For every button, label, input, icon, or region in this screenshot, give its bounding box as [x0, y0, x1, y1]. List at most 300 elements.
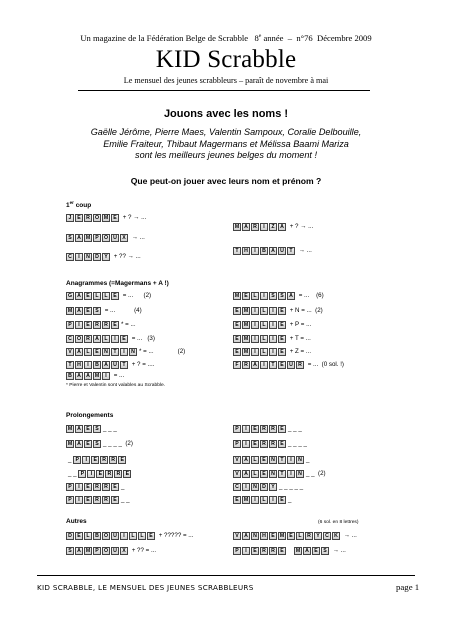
word-row	[233, 291, 324, 300]
letter-tile: E	[278, 321, 286, 329]
letter-tiles	[294, 547, 329, 555]
letter-tile: C	[66, 335, 74, 343]
letter-tiles	[233, 547, 286, 555]
letter-tile: P	[66, 321, 74, 329]
letter-tiles	[233, 425, 286, 433]
letter-tile: R	[242, 361, 250, 369]
row-suffix: + ?? → ...	[112, 253, 141, 260]
word-row	[233, 455, 309, 464]
footer-rule	[37, 575, 415, 576]
letter-tile: E	[120, 335, 128, 343]
word-row	[233, 306, 323, 315]
row-suffix: _ _ _	[288, 425, 302, 432]
letter-tile: E	[84, 483, 92, 491]
magazine-subtitle: Le mensuel des jeunes scrabbleurs – paraît de novembre à mai	[123, 76, 329, 85]
article-question: Que peut-on jouer avec leurs nom et prénom ?	[130, 176, 322, 186]
letter-tile: R	[93, 483, 101, 491]
letter-tile: R	[260, 440, 268, 448]
letter-tile: E	[278, 496, 286, 504]
letter-tile: R	[269, 440, 277, 448]
letter-tiles	[233, 361, 304, 369]
letter-tile: E	[84, 307, 92, 315]
letter-tile: U	[111, 532, 119, 540]
letter-tiles	[66, 321, 119, 329]
letter-tile: P	[93, 234, 101, 242]
row-suffix: → ...	[297, 247, 312, 254]
letter-tile: I	[251, 496, 259, 504]
letter-tile: E	[278, 547, 286, 555]
row-suffix: → ...	[130, 234, 145, 241]
intro-line-2: Emilie Fraiteur, Thibaut Magermans et Mélissa Baami Mariza	[103, 138, 349, 149]
letter-tile: K	[332, 532, 340, 540]
row-suffix: = ...	[112, 372, 125, 379]
row-suffix: + P = ...	[288, 321, 312, 328]
letter-tile: X	[120, 547, 128, 555]
letter-tile: R	[296, 361, 304, 369]
letter-tile: E	[260, 456, 268, 464]
letter-tile: U	[111, 547, 119, 555]
letter-tile: M	[67, 307, 73, 314]
letter-tiles	[66, 496, 119, 504]
letter-tiles	[66, 440, 101, 448]
letter-tile: C	[323, 532, 331, 540]
letter-tiles	[66, 253, 110, 261]
letter-tile: L	[138, 532, 146, 540]
letter-tile: T	[120, 361, 128, 369]
letter-tile: M	[85, 547, 91, 554]
row-suffix: = ... (4)	[103, 307, 142, 314]
letter-tile: M	[295, 547, 301, 554]
letter-tile: I	[120, 348, 128, 356]
letter-tile: E	[75, 532, 83, 540]
letter-tile: I	[84, 361, 92, 369]
letter-tile: E	[84, 440, 92, 448]
letter-tile: R	[114, 470, 122, 478]
letter-tile: H	[242, 247, 250, 255]
row-suffix: → ...	[342, 532, 357, 539]
letter-tile: R	[269, 547, 277, 555]
letter-tile: E	[278, 440, 286, 448]
letter-tile: E	[111, 214, 119, 222]
letter-tile: E	[96, 470, 104, 478]
row-suffix: _ _ _	[103, 425, 117, 432]
letter-tile: Y	[269, 483, 277, 491]
letter-tile: L	[260, 496, 268, 504]
word-row	[66, 334, 155, 343]
letter-tile: R	[109, 456, 117, 464]
row-suffix: _ _	[121, 496, 130, 503]
letter-tiles	[66, 372, 110, 380]
letter-tile: E	[93, 348, 101, 356]
letter-tile: E	[233, 348, 241, 356]
letter-tile: A	[75, 425, 83, 433]
letter-tiles	[233, 532, 340, 540]
word-row	[233, 546, 346, 555]
letter-tile: E	[118, 456, 126, 464]
letter-tile: Z	[269, 223, 277, 231]
letter-tile: L	[251, 292, 259, 300]
word-row	[233, 424, 302, 433]
letter-tile: E	[278, 425, 286, 433]
letter-tile: P	[93, 547, 101, 555]
letter-tile: E	[84, 292, 92, 300]
letter-tile: I	[260, 292, 268, 300]
letter-tile: L	[102, 335, 110, 343]
row-suffix: _ _ _ _	[288, 440, 307, 447]
letter-tile: L	[260, 321, 268, 329]
letter-tile: S	[93, 440, 101, 448]
letter-tiles	[233, 348, 286, 356]
section-title-premier-coup: 1er coup	[66, 200, 92, 210]
letter-tile: L	[260, 348, 268, 356]
word-row	[233, 482, 303, 491]
letter-tile: L	[84, 348, 92, 356]
letter-tiles	[233, 321, 286, 329]
letter-tile: I	[251, 307, 259, 315]
row-suffix: + T = ...	[288, 335, 311, 342]
letter-tile: E	[75, 214, 83, 222]
letter-tile: N	[251, 483, 259, 491]
letter-tile: I	[251, 321, 259, 329]
letter-tile: R	[100, 456, 108, 464]
letter-tile: V	[233, 470, 241, 478]
letter-tiles	[66, 234, 128, 242]
word-row	[66, 291, 151, 300]
letter-tile: A	[75, 348, 83, 356]
letter-tile: I	[87, 470, 95, 478]
letter-tile: M	[103, 214, 109, 221]
letter-tile: A	[75, 234, 83, 242]
letter-tile: L	[260, 335, 268, 343]
letter-tile: S	[278, 292, 286, 300]
letter-tile: S	[66, 547, 74, 555]
letter-tile: P	[233, 425, 241, 433]
letter-tile: M	[243, 307, 249, 314]
word-row	[66, 455, 126, 464]
letter-tile: L	[251, 456, 259, 464]
letter-tile: S	[269, 292, 277, 300]
letter-tile: X	[120, 234, 128, 242]
letter-tiles	[233, 496, 286, 504]
letter-tile: E	[84, 321, 92, 329]
letter-tile: R	[93, 321, 101, 329]
letter-tile: E	[91, 456, 99, 464]
letter-tile: E	[278, 361, 286, 369]
letter-tile: O	[103, 234, 109, 241]
letter-tile: I	[251, 348, 259, 356]
letter-tile: I	[75, 253, 83, 261]
letter-tile: E	[233, 335, 241, 343]
letter-tile: A	[242, 223, 250, 231]
letter-tile: I	[120, 532, 128, 540]
letter-tile: N	[269, 456, 277, 464]
letter-tile: M	[234, 292, 240, 299]
row-suffix: + ????? = ...	[157, 532, 194, 539]
letter-tile: I	[251, 247, 259, 255]
letter-tile: I	[287, 470, 295, 478]
row-suffix: = ... (2)	[121, 292, 152, 299]
row-suffix: _ _ _ _ _	[279, 483, 304, 490]
letter-tile: T	[269, 361, 277, 369]
letter-tile: S	[321, 547, 329, 555]
letter-tiles	[66, 335, 128, 343]
letter-tile: I	[242, 483, 250, 491]
letter-tiles	[66, 483, 119, 491]
letter-tile: E	[260, 470, 268, 478]
letter-tiles	[66, 292, 119, 300]
letter-tiles	[66, 425, 101, 433]
letter-tile: I	[75, 483, 83, 491]
letter-tile: L	[93, 292, 101, 300]
letter-tile: Y	[102, 253, 110, 261]
letter-tiles	[233, 247, 295, 255]
letter-tile: U	[111, 361, 119, 369]
letter-tile: I	[260, 361, 268, 369]
word-row	[233, 439, 307, 448]
letter-tile: T	[66, 361, 74, 369]
letter-tile: R	[105, 470, 113, 478]
letter-tile: I	[269, 335, 277, 343]
letter-tile: L	[251, 470, 259, 478]
letter-tiles	[233, 470, 304, 478]
letter-tile: A	[269, 247, 277, 255]
letter-tile: P	[78, 470, 86, 478]
letter-tiles	[233, 456, 304, 464]
letter-tile: J	[66, 214, 74, 222]
section-title-anagrammes: Anagrammes (=Magermans + A !)	[66, 280, 169, 287]
article-heading: Jouons avec les noms !	[163, 108, 289, 120]
letter-tile: E	[233, 307, 241, 315]
letter-tile: A	[93, 335, 101, 343]
letter-tile: U	[111, 234, 119, 242]
letter-tile: E	[111, 292, 119, 300]
word-row	[66, 531, 193, 540]
word-row	[233, 469, 326, 478]
letter-tile: A	[84, 372, 92, 380]
letter-tile: O	[94, 214, 100, 221]
letter-tile: E	[147, 532, 155, 540]
row-suffix: + Z = ...	[288, 348, 312, 355]
letter-tile: O	[76, 335, 82, 342]
letter-tile: B	[93, 532, 101, 540]
letter-tiles	[66, 348, 137, 356]
letter-tiles	[233, 223, 286, 231]
letter-tile: R	[260, 547, 268, 555]
letter-tile: H	[260, 532, 268, 540]
letter-tile: M	[243, 335, 249, 342]
letter-tile: R	[260, 425, 268, 433]
letter-tile: A	[278, 223, 286, 231]
letter-tile: D	[93, 253, 101, 261]
letter-tile: C	[233, 483, 241, 491]
letter-tile: E	[312, 547, 320, 555]
letter-tiles	[233, 483, 277, 491]
autres-note: (6 sol. en 8 lettres)	[318, 520, 359, 525]
letter-tiles	[66, 532, 155, 540]
letter-tile: N	[251, 532, 259, 540]
letter-tile: E	[251, 425, 259, 433]
word-row	[66, 482, 124, 491]
letter-tile: A	[75, 292, 83, 300]
letter-tile: L	[84, 532, 92, 540]
footer-title: KID SCRABBLE, LE MENSUEL DES JEUNES SCRABBLEURS	[37, 583, 254, 592]
letter-tile: U	[287, 361, 295, 369]
letter-tile: U	[278, 247, 286, 255]
row-suffix: → ...	[331, 547, 346, 554]
letter-tile: P	[233, 547, 241, 555]
word-row	[66, 424, 117, 433]
letter-tile: V	[233, 532, 241, 540]
letter-tile: A	[75, 372, 83, 380]
letter-tile: P	[233, 440, 241, 448]
word-row	[233, 347, 311, 356]
letter-tile: R	[102, 496, 110, 504]
letter-tile: N	[296, 470, 304, 478]
word-row	[233, 334, 311, 343]
letter-tile: P	[66, 483, 74, 491]
letter-tile: N	[102, 348, 110, 356]
row-suffix: * = ...	[121, 321, 136, 328]
letter-tile: B	[93, 361, 101, 369]
word-row	[66, 469, 131, 478]
word-row	[66, 320, 136, 329]
letter-tile: E	[123, 470, 131, 478]
row-suffix: * = ... (2)	[139, 348, 186, 355]
letter-tile: A	[102, 361, 110, 369]
word-row	[66, 213, 146, 222]
letter-tile: T	[278, 456, 286, 464]
letter-tiles	[66, 214, 119, 222]
letter-tile: E	[269, 532, 277, 540]
word-row	[66, 347, 185, 356]
letter-tiles	[66, 307, 101, 315]
letter-tile: R	[251, 223, 259, 231]
letter-tile: E	[251, 440, 259, 448]
letter-tiles	[73, 456, 126, 464]
letter-tile: E	[233, 496, 241, 504]
letter-tile: B	[260, 247, 268, 255]
letter-tile: B	[66, 372, 74, 380]
word-row	[66, 306, 142, 315]
letter-tile: E	[84, 496, 92, 504]
letter-tile: I	[260, 223, 268, 231]
word-row	[66, 360, 154, 369]
word-row	[66, 439, 133, 448]
letter-tile: T	[287, 247, 295, 255]
letter-tile: A	[242, 532, 250, 540]
letter-tile: V	[66, 348, 74, 356]
letter-tile: I	[242, 425, 250, 433]
letter-tile: I	[75, 496, 83, 504]
letter-tile: N	[129, 348, 137, 356]
intro-line-3: sont les meilleurs jeunes belges du moment !	[135, 150, 317, 160]
letter-tile: L	[260, 307, 268, 315]
letter-tiles	[66, 547, 128, 555]
word-row	[66, 233, 145, 242]
letter-tile: A	[242, 456, 250, 464]
letter-tile: I	[82, 456, 90, 464]
letter-tiles	[78, 470, 131, 478]
magazine-title: KID Scrabble	[155, 46, 297, 73]
letter-tile: R	[93, 496, 101, 504]
letter-tile: N	[269, 470, 277, 478]
word-row	[233, 531, 357, 540]
letter-tile: I	[269, 348, 277, 356]
letter-tile: D	[260, 483, 268, 491]
word-row	[66, 546, 156, 555]
letter-tiles	[233, 307, 286, 315]
letter-tile: R	[84, 214, 92, 222]
letter-tile: R	[305, 532, 313, 540]
letter-tile: E	[278, 335, 286, 343]
letter-tiles	[233, 440, 286, 448]
anagram-footnote: * Pierre et Valentin sont valables au Scrabble.	[66, 383, 166, 388]
letter-tile: E	[242, 292, 250, 300]
letter-tile: T	[278, 470, 286, 478]
letter-tile: E	[251, 547, 259, 555]
letter-tile: I	[75, 321, 83, 329]
letter-tile: R	[102, 483, 110, 491]
magazine-info-line	[0, 33, 452, 43]
letter-tile: L	[296, 532, 304, 540]
letter-tile: H	[75, 361, 83, 369]
letter-tile: I	[102, 372, 110, 380]
section-title-prolongements: Prolongements	[66, 412, 114, 419]
word-row	[233, 246, 312, 255]
letter-tile: M	[279, 532, 285, 539]
letter-tile: E	[233, 321, 241, 329]
word-row	[66, 495, 130, 504]
letter-tile: M	[67, 425, 73, 432]
letter-tile: R	[269, 425, 277, 433]
letter-tile: I	[269, 321, 277, 329]
letter-tile: N	[296, 456, 304, 464]
row-suffix: _	[121, 483, 125, 490]
letter-tile: Y	[314, 532, 322, 540]
letter-tile: I	[242, 440, 250, 448]
row-suffix: + ? → ...	[121, 214, 147, 221]
letter-tile: O	[103, 547, 109, 554]
letter-tile: L	[129, 532, 137, 540]
row-suffix: = ... (6)	[297, 292, 324, 299]
letter-tile: M	[94, 372, 100, 379]
row-suffix: _	[288, 496, 292, 503]
magazine-info-text: Un magazine de la Fédération Belge de Scrabble 8e année – n°76 Décembre 2009	[80, 33, 372, 43]
letter-tile: I	[269, 496, 277, 504]
letter-tile: N	[84, 253, 92, 261]
letter-tile: M	[85, 234, 91, 241]
letter-tile: O	[103, 532, 109, 539]
letter-tile: E	[111, 483, 119, 491]
letter-tile: S	[93, 307, 101, 315]
row-suffix: + ? → ...	[288, 223, 314, 230]
row-suffix: _ _ _ _ (2)	[103, 440, 133, 447]
row-suffix: = ... (0 sol. !)	[306, 361, 344, 368]
letter-tile: M	[243, 348, 249, 355]
letter-tile: S	[66, 234, 74, 242]
row-suffix: _ _ (2)	[306, 470, 326, 477]
letter-tile: M	[67, 440, 73, 447]
letter-tile: E	[278, 348, 286, 356]
letter-tile: S	[93, 425, 101, 433]
letter-tiles	[233, 335, 286, 343]
word-row	[66, 252, 141, 261]
letter-tile: A	[75, 440, 83, 448]
letter-tile: F	[233, 361, 241, 369]
word-row	[233, 222, 313, 231]
intro-line-1: Gaëlle Jérôme, Pierre Maes, Valentin Sampoux, Coralie Delbouille,	[90, 127, 362, 137]
letter-tile: C	[66, 253, 74, 261]
